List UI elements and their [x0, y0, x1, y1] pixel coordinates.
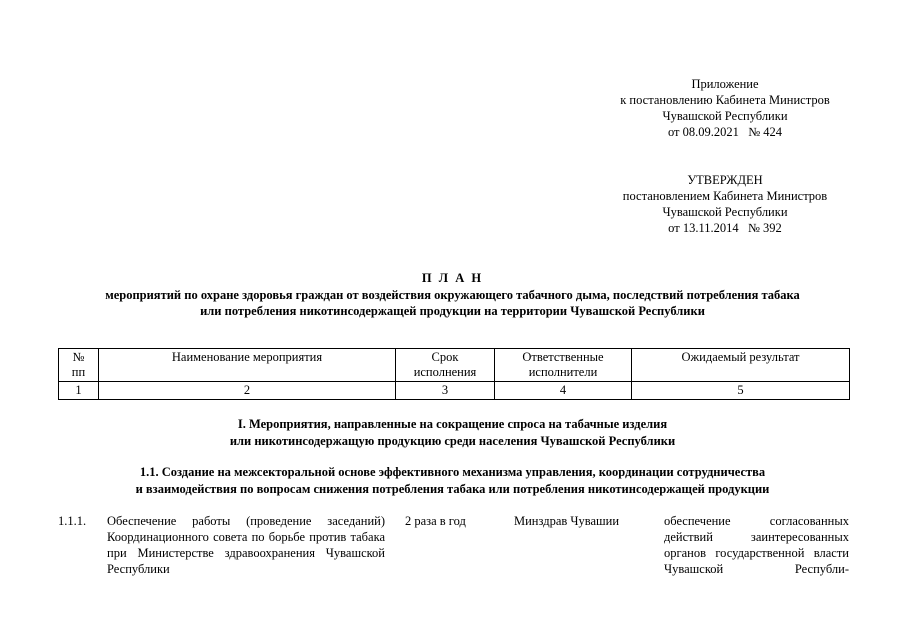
row-executor: Минздрав Чувашии [514, 514, 620, 528]
column-result-header: Ожидаемый результат [632, 349, 850, 382]
approved-date-number: от 13.11.2014 № 392 [668, 221, 782, 235]
plan-heading: П Л А Н [421, 271, 484, 285]
column-executors-header: Ответственные исполнители [495, 349, 632, 382]
column-number-index: 3 [396, 382, 495, 400]
appendix-date-number: от 08.09.2021 № 424 [667, 125, 783, 139]
row-number: 1.1.1. [58, 514, 87, 528]
plan-subtitle-line2: или потребления никотинсодержащей продукции на территории Чувашской Республики [200, 304, 705, 318]
header-row [59, 349, 850, 382]
approved-block [560, 172, 890, 236]
subsection-heading-line2: и взаимодействия по вопросам снижения потребления табака или потребления никотинсодержащей продукции [135, 482, 770, 496]
column-number-index: 4 [495, 382, 632, 400]
approved-title: УТВЕРЖДЕН [687, 173, 763, 187]
plan-subtitle-line1: мероприятий по охране здоровья граждан от воздействия окружающего табачного дыма, последствий потребления табака [105, 288, 800, 302]
column-term-header: Срок исполнения [396, 349, 495, 382]
section-heading-line1: I. Мероприятия, направленные на сокращение спроса на табачные изделия [237, 417, 668, 431]
plan-subtitle [0, 287, 905, 319]
row-term: 2 раза в год [405, 514, 466, 528]
section-heading-line2: или никотинсодержащую продукцию среди населения Чувашской Республики [229, 434, 676, 448]
column-number-index: 2 [99, 382, 396, 400]
column-number-header: № пп [59, 349, 99, 382]
appendix-block [560, 76, 890, 140]
column-name-header: Наименование мероприятия [99, 349, 396, 382]
appendix-reference: к постановлению Кабинета Министров [620, 93, 830, 107]
approved-republic: Чувашской Республики [662, 205, 788, 219]
section-heading [0, 416, 905, 450]
column-number-index: 1 [59, 382, 99, 400]
row-activity-name: Обеспечение работы (проведение заседаний) Координационного совета по борьбе против табака при Министерстве здравоохранения Чувашской Республики [107, 514, 385, 576]
column-numbers-row [59, 382, 850, 400]
subsection-heading [0, 464, 905, 498]
appendix-title: Приложение [691, 77, 759, 91]
subsection-heading-line1: 1.1. Создание на межсекторальной основе эффективного механизма управления, координации сотрудничества [139, 465, 766, 479]
row-expected-result: обеспечение согласованных действий заинтересованных органов государственной власти Чувашской Республи- [664, 514, 849, 576]
approved-reference: постановлением Кабинета Министров [622, 189, 828, 203]
column-number-index: 5 [632, 382, 850, 400]
plan-table-header [58, 348, 850, 400]
appendix-republic: Чувашской Республики [662, 109, 788, 123]
